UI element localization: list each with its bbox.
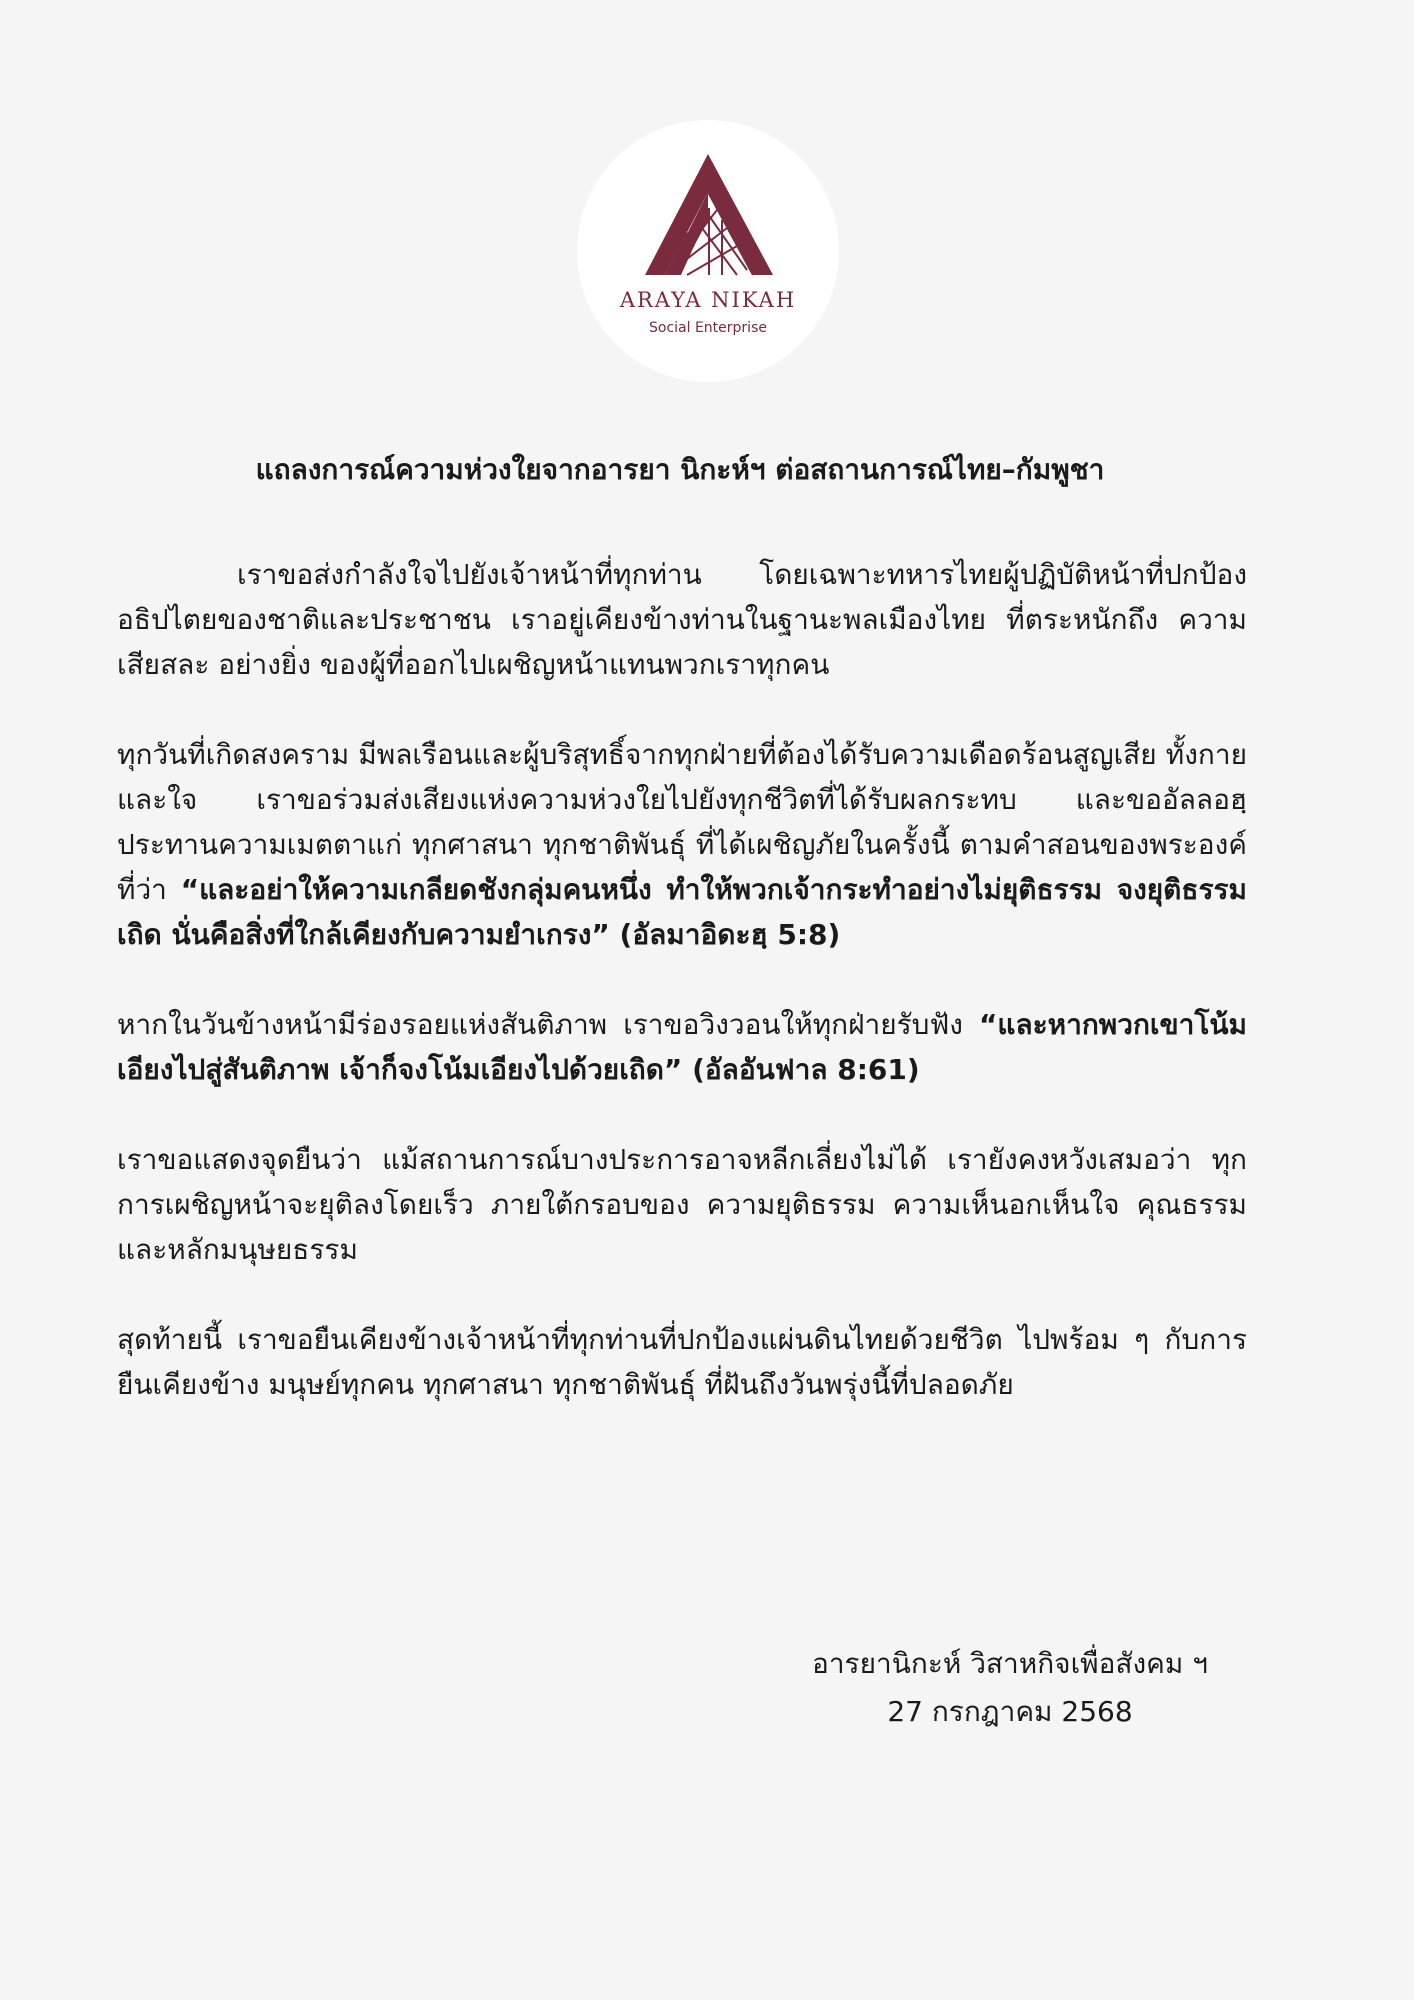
logo-name: ARAYA NIKAH [619,288,797,312]
paragraph-4: เราขอแสดงจุดยืนว่า แม้สถานการณ์บางประการอาจหลีกเลี่ยงไม่ได้ เรายังคงหวังเสมอว่า ทุกการเผชิญหน้าจะยุติลงโดยเร็ว ภายใต้กรอบของ ความยุติธรรม ความเห็นอกเห็นใจ คุณธรรม และหลักมนุษยธรรม [117,1143,1247,1266]
paragraph-5: สุดท้ายนี้ เราขอยืนเคียงข้างเจ้าหน้าที่ทุกท่านที่ปกป้องแผ่นดินไทยด้วยชีวิต ไปพร้อม ๆ กับการยืนเคียงข้าง มนุษย์ทุกคน ทุกศาสนา ทุกชาติพันธุ์ ที่ฝันถึงวันพรุ่งนี้ที่ปลอดภัย [117,1323,1247,1401]
paragraph-3-text: หากในวันข้างหน้ามีร่องรอยแห่งสันติภาพ เราขอวิงวอนให้ทุกฝ่ายรับฟัง [117,1008,980,1041]
quran-quote-5-8: “และอย่าให้ความเกลียดชังกลุ่มคนหนึ่ง ทำให้พวกเจ้ากระทำอย่างไม่ยุติธรรม จงยุติธรรมเถิด นั่นคือสิ่งที่ใกล้เคียงกับความยำเกรง” (อัลมาอิดะฮฺ 5:8) [117,873,1247,951]
statement-body [117,552,1247,1452]
paragraph-2 [117,732,1247,957]
signature-block [740,1640,1280,1736]
signature-org: อารยานิกะห์ วิสาหกิจเพื่อสังคม ฯ [812,1647,1208,1680]
logo-a-mark-icon [577,120,839,382]
logo [577,120,839,382]
quran-quote-8-61: “และหากพวกเขาโน้มเอียงไปสู่สันติภาพ เจ้าก็จงโน้มเอียงไปด้วยเถิด” (อัลอันฟาล 8:61) [117,1008,1247,1086]
page-title: แถลงการณ์ความห่วงใยจากอารยา นิกะห์ฯ ต่อสถานการณ์ไทย–กัมพูชา [255,453,1105,486]
paragraph-3 [117,1002,1247,1092]
paragraph-1: เราขอส่งกำลังใจไปยังเจ้าหน้าที่ทุกท่าน โดยเฉพาะทหารไทยผู้ปฏิบัติหน้าที่ปกป้องอธิปไตยของชาติและประชาชน เราอยู่เคียงข้างท่านในฐานะพลเมืองไทย ที่ตระหนักถึง ความเสียสละ อย่างยิ่ง ของผู้ที่ออกไปเผชิญหน้าแทนพวกเราทุกคน [117,558,1247,681]
signature-date: 27 กรกฎาคม 2568 [887,1695,1133,1728]
logo-subtitle: Social Enterprise [649,320,767,336]
paragraph-2-text: ทุกวันที่เกิดสงคราม มีพลเรือนและผู้บริสุทธิ์จากทุกฝ่ายที่ต้องได้รับความเดือดร้อนสูญเสีย ทั้งกายและใจ เราขอร่วมส่งเสียงแห่งความห่วงใยไปยังทุกชีวิตที่ได้รับผลกระทบ และขออัลลอฮฺประทานความเมตตาแก่ ทุกศาสนา ทุกชาติพันธุ์ ที่ได้เผชิญภัยในครั้งนี้ ตามคำสอนของพระองค์ที่ว่า [117,738,1247,906]
